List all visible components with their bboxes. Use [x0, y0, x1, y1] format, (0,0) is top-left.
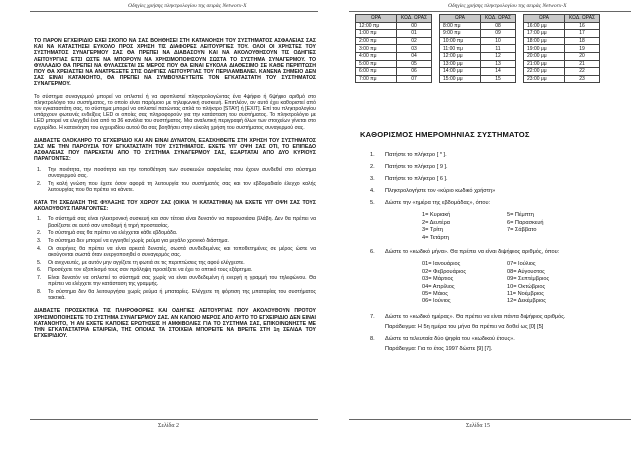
month-code: 11= Νοέμβριος: [507, 290, 544, 297]
left-header: Οδηγίες χρήσης πληκτρολογίου της σειράς Networx-X: [128, 3, 247, 9]
hour-code-cell: 00: [397, 22, 432, 30]
step-item: 8. Δώστε τα τελευταία δύο ψηφία του «κωδικού έτους».: [370, 336, 515, 343]
column-header: ΚΩΔ. ΩΡΑΣ: [397, 15, 432, 23]
hour-code-cell: 12: [481, 52, 516, 60]
hour-code-cell: 10: [481, 37, 516, 45]
column-header: ΩΡΑ: [524, 15, 565, 23]
hour-cell: 14:00 μμ: [440, 68, 481, 76]
right-header-rule: [349, 11, 631, 12]
hour-cell: 19:00 μμ: [524, 45, 565, 53]
table-body: [356, 22, 600, 83]
hour-code-cell: 13: [481, 60, 516, 68]
table-row: [356, 37, 600, 45]
step-item: 4. Πληκτρολογήστε τον «κύριο κωδικό χρήστη»: [370, 187, 496, 194]
warning-paragraph: ΔΙΑΒΑΣΤΕ ΠΡΟΣΕΚΤΙΚΑ ΤΙΣ ΠΛΗΡΟΦΟΡΙΕΣ ΚΑΙ ΟΔΗΓΙΕΣ ΛΕΙΤΟΥΡΓΙΑΣ ΠΟΥ ΑΚΟΛΟΥΘΟΥΝ ΠΡΟΤΟΥ ΧΡΗΣΙΜΟΠΟΙΗΣΕΤΕ ΤΟ ΣΥΣΤΗΜΑ ΣΥΝΑΓΕΡΜΟΥ ΣΑΣ. ΑΝ ΚΑΠΟΙΟ ΜΕΡΟΣ ΑΠΟ ΑΥΤΟ ΤΟ ΕΓΧΕΙΡΙΔΙΟ ΔΕΝ ΕΙΝΑΙ ΚΑΤΑΝΟΗΤΟ, Ή ΑΝ ΕΧΕΤΕ ΚΑΠΟΙΕΣ ΕΡΩΤΗΣΕΙΣ Η ΑΜΦΙΒΟΛΙΕΣ ΓΙΑ ΤΟ ΣΥΣΤΗΜΑ ΣΑΣ, ΕΠΙΚΟΙΝΩΝΗΣΤΕ ΜΕ ΤΗΝ ΕΓΚΑΤΑΣΤΑΤΡΙΑ ΕΤΑΙΡΕΙΑ, ΤΗΣ ΟΠΟΙΑΣ ΤΑ ΣΤΟΙΧΕΙΑ ΜΠΟΡΕΙΤΕ ΝΑ ΒΡΕΙΤΕ ΣΤΗ 1η ΣΕΛΙΔΑ ΤΟΥ ΕΓΧΕΙΡΙΔΙΟΥ.: [34, 308, 316, 340]
hour-code-cell: 16: [565, 22, 600, 30]
hour-cell: 2:00 πμ: [356, 37, 397, 45]
month-code: 09= Σεπτέμβριος: [507, 276, 550, 283]
column-header: ΚΩΔ. ΩΡΑΣ: [481, 15, 516, 23]
hour-cell: 18:00 μμ: [524, 37, 565, 45]
planning-paragraph: ΚΑΤΑ ΤΗ ΣΧΕΔΙΑΣΗ ΤΗΣ ΦΥΛΑΞΗΣ ΤΟΥ ΧΩΡΟΥ ΣΑΣ (ΟΙΚΙΑ Ή ΚΑΤΑΣΤΗΜΑ) ΝΑ ΕΧΕΤΕ ΥΠ' ΟΨΗ ΣΑΣ ΤΟΥΣ ΑΚΟΛΟΥΘΟΥΣ ΠΑΡΑΓΟΝΤΕΣ:: [34, 199, 316, 213]
hour-cell: 5:00 πμ: [356, 60, 397, 68]
example-note: Παράδειγμα: Η 5η ημέρα του μήνα θα πρέπει να δοθεί ως [0] [5]: [385, 323, 544, 330]
hour-code-cell: 07: [397, 75, 432, 83]
hour-cell: 12:00 μμ: [440, 52, 481, 60]
hour-cell: 4:00 πμ: [356, 52, 397, 60]
weekday-code: 5= Πέμπτη: [507, 211, 534, 218]
hour-code-cell: 17: [565, 30, 600, 38]
month-code: 10= Οκτώβριος: [507, 283, 546, 290]
hour-cell: 16:00 μμ: [524, 22, 565, 30]
list-item: 8. Το σύστημα δεν θα λειτουργήσει χωρίς ρεύμα ή μπαταρίες. Ελέγχετε τη φόρτιση της μπαταρίας του συστήματος τακτικά.: [37, 288, 316, 302]
step-item: 2. Πατήστε το πλήκτρο [ 9 ].: [370, 163, 448, 170]
list-item: 1. Την ποιότητα, την ποσότητα και την τοποθέτηση των συσκευών ασφαλείας που έχουν συνδεθεί στο σύστημα συναγερμού σας.: [37, 166, 316, 179]
list-item: 2. Το σύστημά σας θα πρέπει να ελέγχεται κάθε εβδομάδα.: [37, 230, 178, 237]
left-header-rule: [30, 11, 318, 12]
step-item: 7. Δώστε το «κωδικό ημέρας». Θα πρέπει να είναι πάντα διψήφιος αριθμός.: [370, 313, 566, 320]
weekday-code: 6= Παρασκευή: [507, 219, 544, 226]
column-header: ΚΩΔ. ΩΡΑΣ: [565, 15, 600, 23]
hour-code-cell: 20: [565, 52, 600, 60]
month-code: 07= Ιούλιος: [507, 261, 536, 268]
weekday-code: 4= Τετάρτη: [422, 234, 449, 241]
hour-code-cell: 03: [397, 45, 432, 53]
section-title: ΚΑΘΟΡΙΣΜΟΣ ΗΜΕΡΟΜΗΝΙΑΣ ΣΥΣΤΗΜΑΤΟΣ: [360, 130, 530, 139]
table-row: [356, 30, 600, 38]
list-item: 6. Προσέχετε τον εξοπλισμό τους σαν πρόληψη προσέξετε να έχει το οπτικό τους εξάρτημα.: [37, 267, 253, 274]
hour-cell: 7:00 πμ: [356, 75, 397, 83]
right-footer-rule: [349, 419, 631, 420]
step-item: 1. Πατήστε το πλήκτρο [ * ].: [370, 152, 447, 158]
hour-cell: 8:00 πμ: [440, 22, 481, 30]
example-note: Παράδειγμα: Για το έτος 1997 δώστε [9] [7].: [385, 346, 493, 353]
list-item: 1. Το σύστημά σας είναι ηλεκτρονική συσκευή και σαν τέτοια είναι δυνατόν να παρουσιάσει βλάβη. Δεν θα πρέπει να βασίζεστε σε αυτό σαν υποδομή ή τηρή προστασίας.: [37, 216, 316, 229]
list-item: 3. Το σύστημα δεν μπορεί να εγγυηθεί χωρίς ρεύμα για μεγάλο χρονικό διάστημα.: [37, 237, 229, 244]
hour-code-cell: 06: [397, 68, 432, 76]
month-code: 04= Απρίλιος: [422, 283, 455, 290]
weekday-codes: [422, 212, 632, 242]
table-row: [356, 60, 600, 68]
hour-cell: 13:00 μμ: [440, 60, 481, 68]
list-item: 7. Είναι δυνατόν να οπλιστεί το σύστημά σας χωρίς να είναι συνδεδεμένη ή ενεργή η γραμμή του τηλεφώνου. Θα πρέπει να ελέγχετε την κατάσταση της γραμμής.: [37, 275, 316, 288]
table-row: [356, 45, 600, 53]
step-item: 6. Δώστε το «κωδικό μήνα». Θα πρέπει να είναι διψήφιος αριθμός, όπου:: [370, 249, 560, 256]
intro-paragraph: ΤΟ ΠΑΡΟΝ ΕΓΧΕΙΡΙΔΙΟ ΕΧΕΙ ΣΚΟΠΟ ΝΑ ΣΑΣ ΒΟΗΘΗΣΕΙ ΣΤΗ ΚΑΤΑΝΟΗΣΗ ΤΟΥ ΣΥΣΤΗΜΑΤΟΣ ΑΣΦΑΛΕΙΑΣ ΣΑΣ ΚΑΙ ΝΑ ΚΑΤΑΣΤΗΣΕΙ ΕΥΚΟΛΟ ΠΡΟΣ ΧΡΗΣΗ ΤΙΣ ΔΙΑΦΟΡΕΣ ΛΕΙΤΟΥΡΓΙΕΣ ΤΟΥ. ΟΛΟΙ ΟΙ ΧΡΗΣΤΕΣ ΤΟΥ ΣΥΣΤΗΜΑΤΟΣ ΣΥΝΑΓΕΡΜΟΥ ΣΑΣ ΘΑ ΠΡΕΠΕΙ ΝΑ ΔΙΑΒΑΣΟΥΝ ΚΑΙ ΝΑ ΑΚΟΛΟΥΘΗΣΟΥΝ ΤΙΣ ΟΔΗΓΙΕΣ ΛΕΙΤΟΥΡΓΙΑΣ ΕΤΣΙ ΩΣΤΕ ΝΑ ΜΠΟΡΟΥΝ ΝΑ ΧΡΗΣΙΜΟΠΟΙΗΣΟΥΝ ΣΩΣΤΑ ΤΟ ΣΥΣΤΗΜΑ ΣΥΝΑΓΕΡΜΟΥ. ΤΟ ΦΥΛΛΑΔΙΟ ΘΑ ΠΡΕΠΕΙ ΝΑ ΦΥΛΑΣΣΕΤΑΙ ΣΕ ΜΕΡΟΣ ΠΟΥ ΘΑ ΕΙΝΑΙ ΕΥΚΟΛΑ ΔΙΑΘΕΣΙΜΟ ΣΕ ΚΑΘΕ ΠΕΡΙΠΤΩΣΗ ΠΟΥ ΘΑ ΧΡΕΙΑΣΤΕΙ ΝΑ ΑΝΑΤΡΕΞΕΤΕ ΣΤΙΣ ΟΔΗΓΙΕΣ ΛΕΙΤΟΥΡΓΙΑΣ ΤΟΥ ΠΕΡΙΛΑΜΒΑΝΕΙ. ΚΑΝΕΝΑ ΣΗΜΕΙΟ ΔΕΝ ΣΑΣ ΕΙΝΑΙ ΚΑΤΑΝΟΗΤΟ, ΘΑ ΠΡΕΠΕΙ ΝΑ ΣΥΜΒΟΥΛΕΥΤΕΙΤΕ ΤΟΝ ΕΓΚΑΤΑΣΤΑΤΗ ΤΟΥ ΣΥΣΤΗΜΑΤΟΣ ΣΥΝΑΓΕΡΜΟΥ.: [34, 38, 316, 88]
left-footer-rule: [30, 419, 318, 420]
month-code: 08= Αύγουστος: [507, 268, 545, 275]
hour-cell: 10:00 πμ: [440, 37, 481, 45]
month-code: 06= Ιούνιος: [422, 298, 451, 305]
weekday-code: [507, 235, 587, 243]
hour-cell: 20:00 μμ: [524, 52, 565, 60]
hour-cell: 12:00 πμ: [356, 22, 397, 30]
month-code: 02= Φεβρουάριος: [422, 268, 467, 275]
column-header: ΩΡΑ: [356, 15, 397, 23]
weekday-code: 1= Κυριακή: [422, 211, 451, 218]
list-item: 2. Τη καλή γνώση που έχετε όσον αφορά τη λειτουργία του συστήματός σας και τον εβδομαδιαίο έλεγχο καλής λειτουργίας που θα πρέπει να κάνετε.: [37, 180, 316, 193]
month-code: 01= Ιανουάριος: [422, 261, 461, 268]
month-code: 03= Μάρτιος: [422, 276, 454, 283]
hour-cell: 9:00 πμ: [440, 30, 481, 38]
considerations-list: [34, 216, 316, 301]
hour-cell: 11:00 πμ: [440, 45, 481, 53]
hour-cell: 15:00 μμ: [440, 75, 481, 83]
hour-code-cell: 23: [565, 75, 600, 83]
hour-code-cell: 09: [481, 30, 516, 38]
table-row: [356, 68, 600, 76]
month-codes: [422, 261, 632, 305]
body-paragraph: Το σύστημα συναγερμού μπορεί να οπλιστεί ή να αφοπλιστεί πληκτρολογώντας ένα 4ψήφιο ή 6ψήφιο αριθμό στο πληκτρολόγιο του συστήματος, το οποίο είναι παρόμοιο με τηλεφωνική συσκευή. Επιπλέον, αν αυτό έχει καθοριστεί από τον εγκαταστάτη σας, το σύστημα μπορεί να οπλιστεί πατώντας απλά το πλήκτρο [STAY] ή [EXIT]. Επί του πληκτρολογίου υπάρχουν φωτεινές ενδείξεις LED οι οποίες σας πληροφορούν για την κατάσταση του συστήματος. Το πληκτρολόγιο με LED μπορεί να ελεγχθεί ένα από τα 36 κανάλια του συστήματος. Μια αναλυτική περιγραφή όλων των στοιχείων γίνεται στο εγχειρίδιο. Η κατανόηση του εγχειριδίου αυτού θα σας βοηθήσει στην εύκολη χρήση του συστήματος συναγερμού σας.: [34, 93, 316, 131]
step-item: 5. Δώστε την «ημέρα της εβδομάδας», όπου:: [370, 199, 491, 206]
hour-code-cell: 21: [565, 60, 600, 68]
read-all-paragraph: ΔΙΑΒΑΣΤΕ ΟΛΟΚΛΗΡΟ ΤΟ ΕΓΧΕΙΡΙΔΙΟ ΚΑΙ ΑΝ ΕΙΝΑΙ ΔΥΝΑΤΟΝ, ΕΞΑΣΚΗΘΕΙΤΕ ΣΤΗ ΧΡΗΣΗ ΤΟΥ ΣΥΣΤΗΜΑΤΟΣ ΣΑΣ ΜΕ ΤΗΝ ΠΑΡΟΥΣΙΑ ΤΟΥ ΕΓΚΑΤΑΣΤΑΤΗ ΤΟΥ ΣΥΣΤΗΜΑΤΟΣ. ΕΧΕΤΕ ΥΠ' ΟΨΗ ΣΑΣ ΟΤΙ, ΤΟ ΕΠΙΠΕΔΟ ΑΣΦΑΛΕΙΑΣ ΠΟΥ ΠΑΡΕΧΕΤΑΙ ΑΠΟ ΤΟ ΣΥΣΤΗΜΑ ΣΥΝΑΓΕΡΜΟΥ ΣΑΣ, ΕΞΑΡΤΑΤΑΙ ΑΠΟ ΔΥΟ ΚΥΡΙΟΥΣ ΠΑΡΑΓΟΝΤΕΣ:: [34, 137, 316, 163]
right-page-number: Σελίδα 15: [466, 423, 491, 429]
table-row: [356, 22, 600, 30]
hour-code-cell: 02: [397, 37, 432, 45]
column-header: ΩΡΑ: [440, 15, 481, 23]
left-content: [34, 38, 316, 339]
hour-code-cell: 19: [565, 45, 600, 53]
weekday-code: 7= Σάββατο: [507, 227, 537, 234]
left-page-number: Σελίδα 2: [158, 423, 180, 429]
table-row: [356, 75, 600, 83]
hour-code-cell: 04: [397, 52, 432, 60]
steps-list: [370, 152, 632, 359]
hour-code-cell: 22: [565, 68, 600, 76]
list-item: 5. Οι ανιχνευτές, με αυτόν μην αγγίζετε τη φωτιά σε τις περιπτώσεις της αφού ελέγχεστε.: [37, 259, 245, 266]
hour-cell: 6:00 πμ: [356, 68, 397, 76]
hour-cell: 1:00 πμ: [356, 30, 397, 38]
hour-code-cell: 18: [565, 37, 600, 45]
hour-code-cell: 05: [397, 60, 432, 68]
step-item: 3. Πατήστε το πλήκτρο [ 6 ].: [370, 175, 448, 182]
hour-code-cell: 14: [481, 68, 516, 76]
table-row: [356, 52, 600, 60]
right-header: Οδηγίες χρήσης πληκτρολογίου της σειράς Networx-X: [448, 3, 567, 9]
hour-code-cell: 01: [397, 30, 432, 38]
table-header-row: [356, 15, 600, 23]
list-item: 4. Οι σειρήνες θα πρέπει να είναι αρκετά δυνατές, σωστά συνδεδεμένες και τοποθετημένες σε μέρος ώστε να ακούγονται σωστά όταν ενεργοποιηθεί ο συναγερμός σας.: [37, 245, 316, 258]
month-code: 05= Μάιος: [422, 290, 448, 297]
hour-cell: 3:00 πμ: [356, 45, 397, 53]
hour-code-cell: 08: [481, 22, 516, 30]
factors-list: [34, 167, 316, 193]
hour-code-table: [355, 14, 600, 83]
month-code: 12= Δεκέμβριος: [507, 298, 546, 305]
hour-cell: 22:00 μμ: [524, 68, 565, 76]
hour-code-cell: 15: [481, 75, 516, 83]
weekday-code: 3= Τρίτη: [422, 227, 443, 234]
hour-cell: 17:00 μμ: [524, 30, 565, 38]
hour-cell: 21:00 μμ: [524, 60, 565, 68]
hour-code-cell: 11: [481, 45, 516, 53]
hour-cell: 23:00 μμ: [524, 75, 565, 83]
weekday-code: 2= Δευτέρα: [422, 219, 451, 226]
